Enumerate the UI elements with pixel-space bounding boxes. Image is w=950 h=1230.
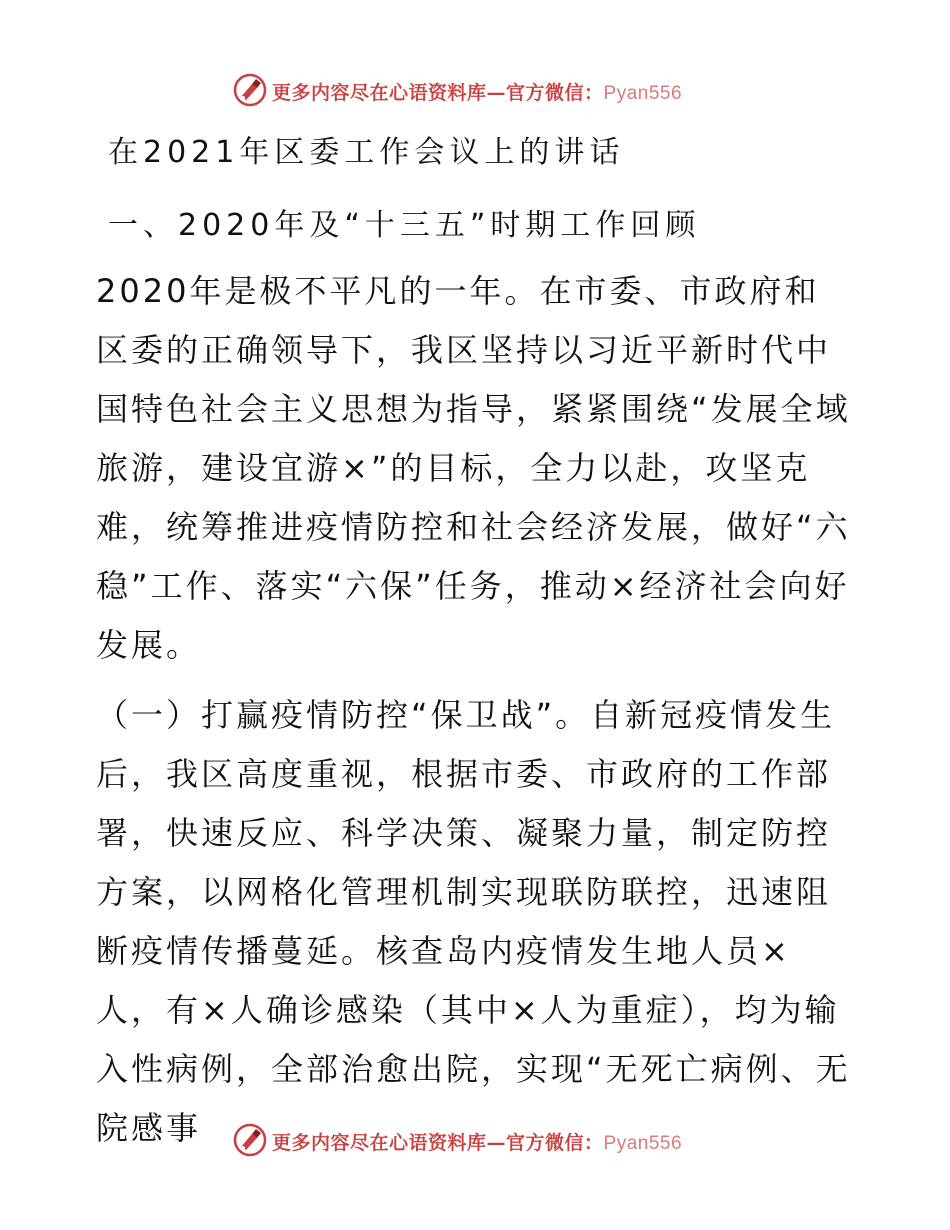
wechat-id: Pyan556	[603, 83, 683, 104]
document-title: 在2021年区委工作会议上的讲话	[108, 135, 625, 170]
section-heading: 一、2020年及“十三五”时期工作回顾	[108, 208, 701, 243]
pen-logo-icon	[232, 72, 268, 108]
paragraph-intro: 2020年是极不平凡的一年。在市委、市政府和区委的正确领导下，我区坚持以习近平新时代中国特色社会主义思想为指导，紧紧围绕“发展全域旅游，建设宜游×”的目标，全力以赴，攻坚克难，统筹推进疫情防控和社会经济发展，做好“六稳”工作、落实“六保”任务，推动×经济社会向好发展。	[96, 272, 851, 664]
wechat-id: Pyan556	[603, 1133, 683, 1154]
footer-watermark-banner	[0, 1120, 950, 1160]
watermark-text: 更多内容尽在心语资料库—官方微信：Pyan556	[272, 1132, 683, 1154]
paragraph-epidemic-control: （一）打赢疫情防控“保卫战”。自新冠疫情发生后，我区高度重视，根据市委、市政府的工作部署，快速反应、科学决策、凝聚力量，制定防控方案，以网格化管理机制实现联防联控，迅速阻断疫情传播蔓延。核查岛内疫情发生地人员×人，有×人确诊感染（其中×人为重症），均为输入性病例，全部治愈出院，实现“无死亡病例、无院感事	[96, 696, 851, 1147]
header-watermark-banner	[0, 70, 950, 110]
pen-logo-icon	[232, 1122, 268, 1158]
watermark-text: 更多内容尽在心语资料库—官方微信：Pyan556	[272, 82, 683, 104]
